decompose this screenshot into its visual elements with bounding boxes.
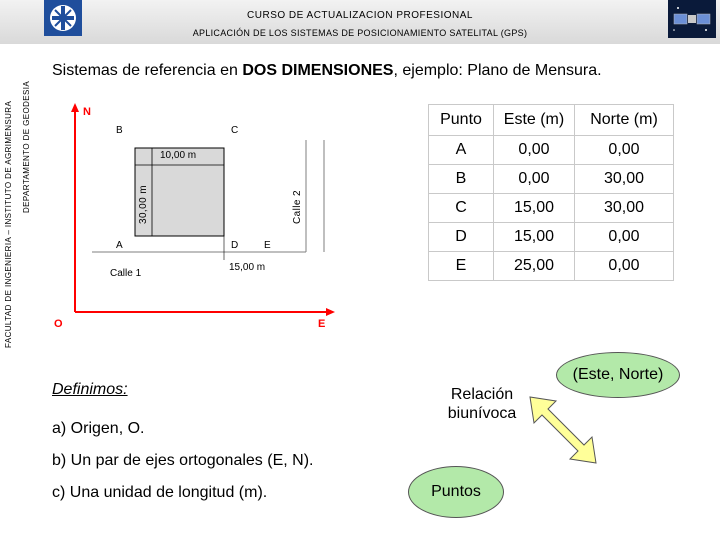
table-cell: D (429, 223, 494, 252)
axis-east-label: E (318, 318, 326, 330)
table-cell: A (429, 136, 494, 165)
street-1-label: Calle 1 (110, 268, 142, 279)
axis-north-arrow-icon (71, 103, 79, 112)
corner-label-b: B (116, 125, 123, 136)
page-title-emphasis: DOS DIMENSIONES (242, 62, 394, 79)
definition-item: a) Origen, O. (52, 420, 145, 437)
dim-bottom-label: 15,00 m (229, 262, 266, 273)
table-row (429, 165, 674, 194)
relation-label-line-2: biunívoca (447, 405, 517, 422)
table-cell: 30,00 (575, 194, 674, 223)
table-header-cell: Punto (429, 105, 494, 136)
table-header-cell: Este (m) (494, 105, 575, 136)
points-table (428, 104, 674, 281)
table-row (429, 194, 674, 223)
side-department-label: DEPARTAMENTO DE GEODESIA (22, 80, 31, 213)
table-row (429, 252, 674, 281)
bidirectional-arrow-icon (510, 385, 600, 475)
table-cell: 0,00 (494, 165, 575, 194)
origin-label: O (54, 318, 63, 330)
definition-item: b) Un par de ejes ortogonales (E, N). (52, 452, 314, 469)
side-faculty-label: FACULTAD DE INGENIERIA – INSTITUTO DE AGRIMENSURA (4, 100, 13, 348)
dim-height-label: 30,00 m (138, 185, 149, 224)
table-cell: B (429, 165, 494, 194)
coordinates-ellipse: (Este, Norte) (556, 352, 680, 398)
table-cell: 25,00 (494, 252, 575, 281)
corner-label-c: C (231, 125, 239, 136)
table-cell: 15,00 (494, 223, 575, 252)
table-cell: E (429, 252, 494, 281)
axis-east-arrow-icon (326, 308, 335, 316)
corner-label-a: A (116, 240, 123, 251)
table-cell: 0,00 (494, 136, 575, 165)
table-cell: 15,00 (494, 194, 575, 223)
points-ellipse: Puntos (408, 466, 504, 518)
street-2-label: Calle 2 (292, 190, 303, 224)
definitions-title: Definimos: (52, 381, 128, 398)
header-title: CURSO DE ACTUALIZACION PROFESIONAL (247, 10, 473, 21)
table-cell: 0,00 (575, 136, 674, 165)
table-cell: 30,00 (575, 165, 674, 194)
definition-item: c) Una unidad de longitud (m). (52, 484, 268, 501)
page-title-prefix: Sistemas de referencia en (52, 62, 243, 79)
page-title-suffix: , ejemplo: Plano de Mensura. (393, 62, 602, 79)
table-header-row (429, 105, 674, 136)
table-row (429, 223, 674, 252)
header-subtitle: APLICACIÓN DE LOS SISTEMAS DE POSICIONAMIENTO SATELITAL (GPS) (192, 28, 528, 38)
table-header-cell: Norte (m) (575, 105, 674, 136)
table-cell: C (429, 194, 494, 223)
dim-width-label: 10,00 m (160, 150, 197, 161)
corner-label-d: D (231, 240, 239, 251)
corner-label-e: E (264, 240, 271, 251)
table-cell: 0,00 (575, 223, 674, 252)
table-cell: 0,00 (575, 252, 674, 281)
relation-label-line-1: Relación (450, 386, 514, 403)
table-row (429, 136, 674, 165)
axis-north-label: N (83, 106, 91, 118)
